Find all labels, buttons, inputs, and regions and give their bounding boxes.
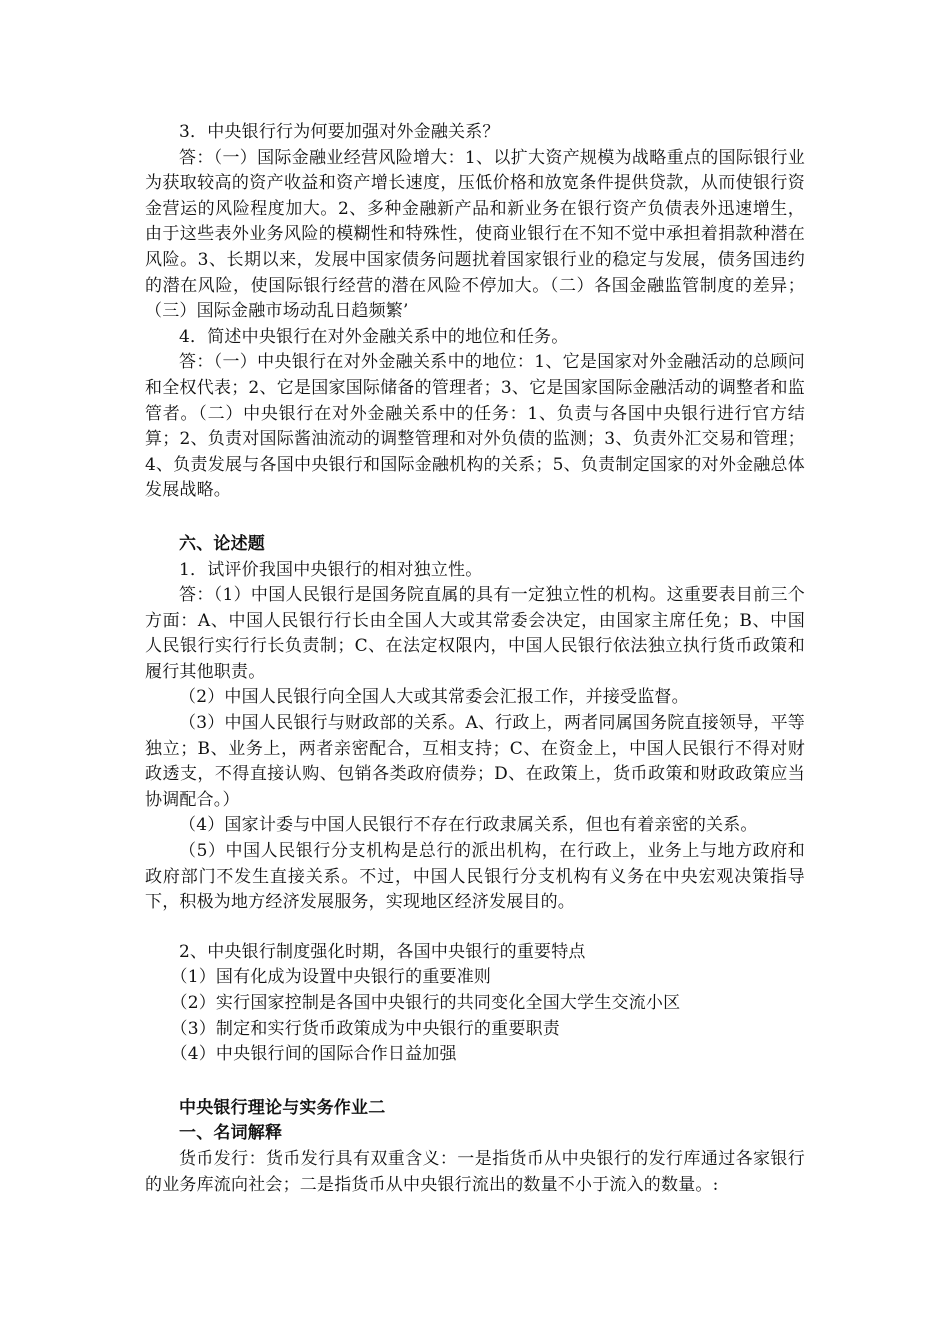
- essay-question-1-answer-part-3: （3）中国人民银行与财政部的关系。A、行政上，两者同属国务院直接领导，平等独立；B、业务上，两者亲密配合，互相支持；C、在资金上，中国人民银行不得对财政透支，不得直接认购、包销各类政府债券；D、在政策上，货币政策和财政政策应当协调配合。）: [145, 713, 805, 810]
- essay-question-1-title: 1．试评价我国中央银行的相对独立性。: [179, 559, 483, 580]
- term-definition-currency-issuance: 货币发行：货币发行具有双重含义：一是指货币从中央银行的发行库通过各家银行的业务库流向社会；二是指货币从中央银行流出的数量不小于流入的数量。:: [145, 1148, 805, 1195]
- essay-question-1-answer-part-1: 答：（1）中国人民银行是国务院直属的具有一定独立性的机构。这重要表目前三个方面：A、中国人民银行行长由全国人大或其常委会决定，由国家主席任免；B、中国人民银行实行行长负责制；C、在法定权限内，中国人民银行依法独立执行货币政策和履行其他职责。: [145, 585, 805, 682]
- list-item: （4）中央银行间的国际合作日益加强: [170, 1044, 457, 1065]
- question-4-answer: 答：（一）中央银行在对外金融关系中的地位：1、它是国家对外金融活动的总顾问和全权代表；2、它是国家国际储备的管理者；3、它是国家国际金融活动的调整者和监管者。（二）中央银行在对外金融关系中的任务：1、负责与各国中央银行进行官方结算；2、负责对国际酱油流动的调整管理和对外负债的监测；3、负责外汇交易和管理；4、负责发展与各国中央银行和国际金融机构的关系；5、负责制定国家的对外金融总体发展战略。: [145, 352, 805, 501]
- section-6-heading: 六、论述题: [179, 533, 265, 554]
- spacer: [145, 504, 805, 532]
- question-4-title: 4．简述中央银行在对外金融关系中的地位和任务。: [179, 326, 569, 347]
- essay-question-2-title: 2、中央银行制度强化时期，各国中央银行的重要特点: [179, 941, 586, 962]
- list-item: （1）国有化成为设置中央银行的重要准则: [170, 967, 492, 988]
- spacer: [145, 1068, 805, 1096]
- question-3-answer: 答：（一）国际金融业经营风险增大：1、以扩大资产规模为战略重点的国际银行业为获取较高的资产收益和资产增长速度，压低价格和放宽条件提供贷款，从而使银行资金营运的风险程度加大。2、多种金融新产品和新业务在银行资产负债表外迅速增生，由于这些表外业务风险的模糊性和特殊性，使商业银行在不知不觉中承担着捐款种潜在风险。3、长期以来，发展中国家债务问题扰着国家银行业的稳定与发展，债务国违约的潜在风险，使国际银行经营的潜在风险不停加大。（二）各国金融监管制度的差异；（三）国际金融市场动乱日趋频繁’: [145, 147, 805, 322]
- list-item: （3）制定和实行货币政策成为中央银行的重要职责: [170, 1018, 560, 1039]
- essay-question-1-answer-part-4: （4）国家计委与中国人民银行不存在行政隶属关系，但也有着亲密的关系。: [179, 815, 758, 836]
- essay-question-1-answer-part-2: （2）中国人民银行向全国人大或其常委会汇报工作，并接受监督。: [179, 687, 689, 708]
- document-body: [145, 120, 805, 1198]
- spacer: [145, 916, 805, 940]
- question-3-title: 3．中央银行行为何要加强对外金融关系？: [179, 122, 500, 142]
- homework-2-heading: 中央银行理论与实务作业二: [179, 1097, 386, 1118]
- essay-question-1-answer-part-5: （5）中国人民银行分支机构是总行的派出机构，在行政上，业务上与地方政府和政府部门不发生直接关系。不过，中国人民银行分支机构有义务在中央宏观决策指导下，积极为地方经济发展服务，实现地区经济发展目的。: [145, 841, 805, 913]
- list-item: （2）实行国家控制是各国中央银行的共同变化全国大学生交流小区: [170, 993, 681, 1013]
- homework-2-section-1-heading: 一、名词解释: [179, 1123, 283, 1144]
